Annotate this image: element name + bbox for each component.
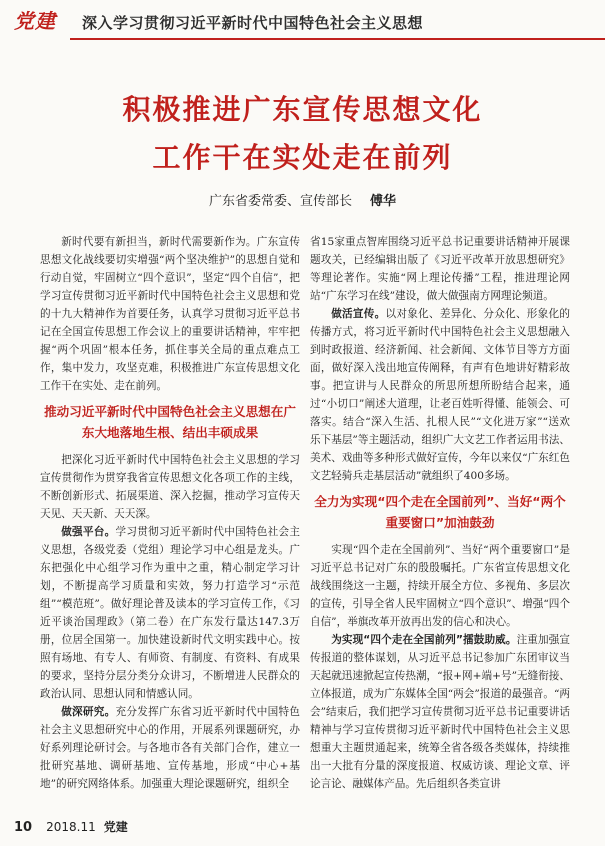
paragraph-lead: 做深研究。	[61, 706, 116, 718]
magazine-logo: 党建	[14, 9, 56, 33]
paragraph-body: 以对象化、差异化、分众化、形象化的传播方式，将习近平新时代中国特色社会主义思想融入到时政报道、经济新闻、社会新闻、文体节目等方方面面，做好深入浅出地宣传阐释，有声有色地讲好精彩故事。把宣讲与人民群众的所思所想所盼结合起来，通过“小切口”阐述大道理，让老百姓听得懂、能领会、可落实。结合“深入生活、扎根人民”“文化进万家”“送欢乐下基层”等主题活动，组织广大文艺工作者运用书法、美术、戏曲等多种形式做好宣传，今年以来仅“广东红色文艺轻骑兵走基层活动”就组织了400多场。	[310, 308, 571, 482]
paragraph: 省15家重点智库围绕习近平总书记重要讲话精神开展课题攻关，已经编辑出版了《习近平改革开放思想研究》等理论著作。实施“网上理论传播”工程，推进理论网站“广东学习在线”建设，做大做强南方网理论频道。	[310, 236, 570, 302]
paragraph	[310, 305, 570, 485]
paragraph-body: 学习贯彻习近平新时代中国特色社会主义思想，各级党委（党组）理论学习中心组是龙头。广东把强化中心组学习作为重中之重，精心制定学习计划，不断提高学习质量和实效，努力打造学习“示范组”“模范班”。做好理论普及读本的学习宣传工作，《习近平谈治国理政》（第二卷）在广东发行量达147.3万册，位居全国第一。加快建设新时代文明实践中心。按照有场地、有专人、有师资、有制度、有资料、有成果的要求，坚持分层分类分众讲习，不断增进人民群众的政治认同、思想认同和情感认同。	[40, 526, 301, 700]
section-heading: 推动习近平新时代中国特色社会主义思想在广东大地落地生根、结出丰硕成果	[44, 404, 296, 440]
paragraph-body: 充分发挥广东省习近平新时代中国特色社会主义思想研究中心的作用，开展系列课题研究，办好系列理论研讨会。与各地市各有关部门合作，建立一批研究基地、调研基地、宣传基地，形成“中心+基地”的研究网络体系。加强重大理论课题研究，组织全	[40, 706, 301, 790]
paragraph	[310, 631, 570, 793]
paragraph-lead: 为实现“四个走在全国前列”擂鼓助威。	[331, 634, 517, 646]
series-title: 深入学习贯彻习近平新时代中国特色社会主义思想	[82, 14, 424, 32]
footer-magazine-name: 党建	[103, 820, 128, 834]
paragraph: 把深化习近平新时代中国特色社会主义思想的学习宣传贯彻作为贯穿我省宣传思想文化各项工作的主线，不断创新形式、拓展渠道、深入挖掘，推动学习宣传天天见、天天新、天天深。	[40, 454, 300, 520]
header-divider	[70, 38, 605, 40]
paragraph-lead: 做活宣传。	[331, 308, 386, 320]
issue-date: 2018.11	[46, 820, 96, 834]
right-column	[310, 233, 570, 793]
paragraph-body: 注重加强宣传报道的整体谋划，从习近平总书记参加广东团审议当天起就迅速掀起宣传热潮，“报+网+端+号”无缝衔接、立体报道，成为广东媒体全国“两会”报道的最强音。“两会”结束后，我们把学习宣传贯彻习近平总书记重要讲话精神与学习宣传贯彻习近平新时代中国特色社会主义思想重大主题贯通起来，统筹全省各级各类媒体，持续推出一大批有分量的深度报道、权威访谈、理论文章、评论言论、融媒体产品。先后组织各类宣讲	[310, 634, 570, 790]
page-number: 10	[14, 820, 33, 835]
author-name: 傅华	[370, 194, 397, 209]
page-footer	[14, 818, 604, 840]
section-heading: 全力为实现“四个走在全国前列”、当好“两个重要窗口”加油鼓劲	[314, 494, 566, 530]
paragraph	[40, 703, 300, 793]
paragraph-lead: 做强平台。	[61, 526, 116, 538]
left-column	[40, 233, 300, 793]
article-title-line-2: 工作干在实处走在前列	[152, 141, 453, 174]
paragraph: 实现“四个走在全国前列”、当好“两个重要窗口”是习近平总书记对广东的殷殷嘱托。广东省宣传思想文化战线围绕这一主题，持续开展全方位、多视角、多层次的宣传，引导全省人民牢固树立“四个意识”、增强“四个自信”，举旗改革开放再出发的信心和决心。	[310, 544, 570, 628]
paragraph	[40, 523, 300, 703]
page-header	[0, 0, 605, 48]
article-title-line-1: 积极推进广东宣传思想文化	[122, 93, 483, 126]
paragraph: 新时代要有新担当，新时代需要新作为。广东宣传思想文化战线要切实增强“两个坚决维护”的思想自觉和行动自觉，牢固树立“四个意识”，坚定“四个自信”，把学习宣传贯彻习近平新时代中国特色社会主义思想和党的十九大精神作为首要任务，认真学习贯彻习近平总书记在全国宣传思想工作会议上的重要讲话精神，牢牢把握“两个巩固”根本任务，抓住事关全局的重点难点工作，集中发力，攻坚克难，积极推进广东宣传思想文化工作干在实处、走在前列。	[40, 236, 300, 392]
author-role: 广东省委常委、宣传部长	[208, 194, 352, 209]
author-byline	[0, 190, 605, 209]
